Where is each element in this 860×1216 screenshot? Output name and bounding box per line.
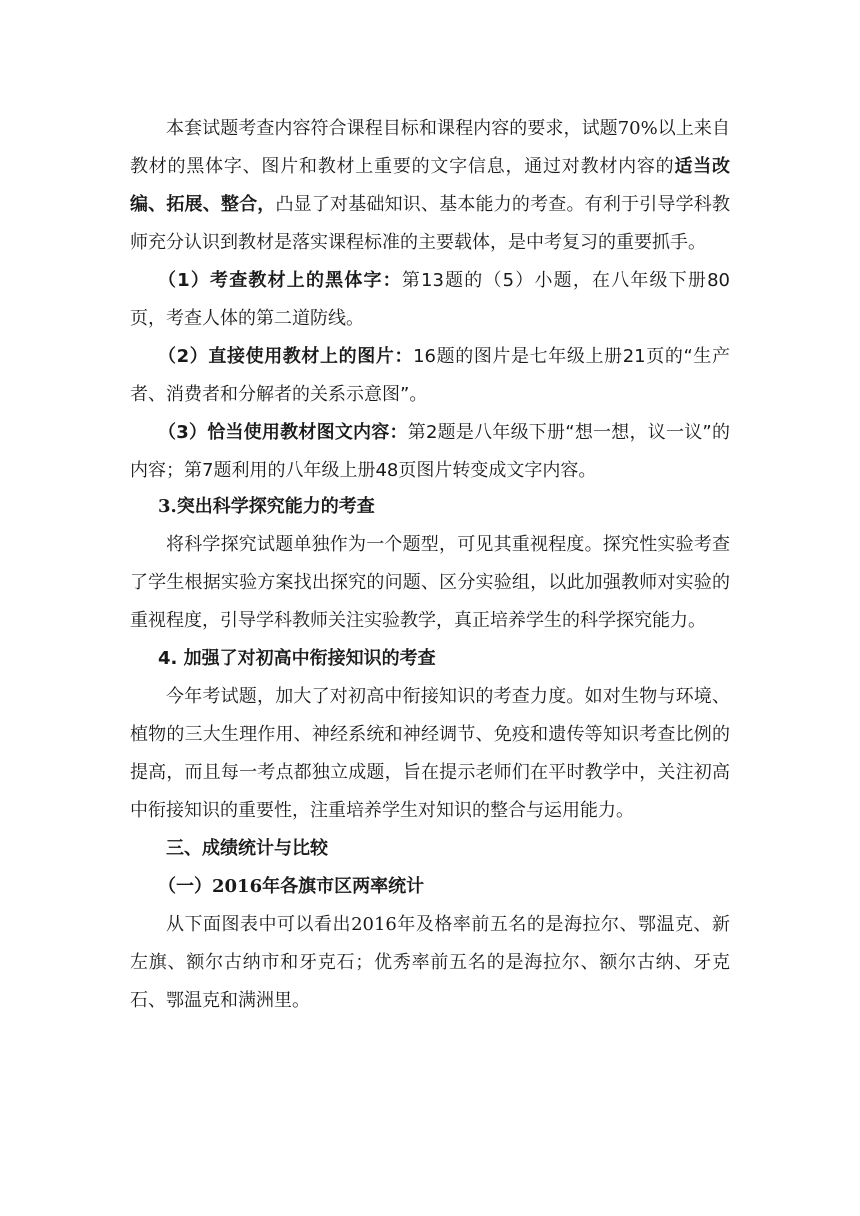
list-item-text: 16题的图片是七年级上册21页的“生产者、消费者和分解者的关系示意图”。 xyxy=(130,346,730,405)
paragraph-rates: 从下面图表中可以看出2016年及格率前五名的是海拉尔、鄂温克、新左旗、额尔古纳市和牙克石；优秀率前五名的是海拉尔、额尔古纳、牙克石、鄂温克和满洲里。 xyxy=(130,914,730,1011)
list-item-label: （2）直接使用教材上的图片： xyxy=(158,346,414,367)
section-heading-bridging: 4. 加强了对初高中衔接知识的考查 xyxy=(158,648,436,669)
list-item-bold-text xyxy=(130,262,730,338)
list-item-content xyxy=(130,414,730,490)
list-item-text: 第2题是八年级下册“想一想，议一议”的内容；第7题利用的八年级上册48页图片转变成文字内容。 xyxy=(130,422,730,481)
section-heading-inquiry: 3.突出科学探究能力的考查 xyxy=(158,496,375,517)
emphasis-text: 适当改编、拓展、整合， xyxy=(130,156,731,215)
paragraph-lead-text: 本套试题考查内容符合课程目标和课程内容的要求，试题70%以上来自教材的黑体字、图片和教材上重要的文字信息，通过对教材内容的 xyxy=(130,118,730,177)
paragraph-bridging: 今年考试题，加大了对初高中衔接知识的考查力度。如对生物与环境、植物的三大生理作用、神经系统和神经调节、免疫和遗传等知识考查比例的提高，而且每一考点都独立成题，旨在提示老师们在平时教学中，关注初高中衔接知识的重要性，注重培养学生对知识的整合与运用能力。 xyxy=(130,686,730,821)
section-heading-scores: 三、成绩统计与比较 xyxy=(166,838,328,859)
paragraph-tail-text: 凸显了对基础知识、基本能力的考查。有利于引导学科教师充分认识到教材是落实课程标准的主要载体，是中考复习的重要抓手。 xyxy=(130,194,730,253)
list-item-text: 第13题的（5）小题，在八年级下册80页，考查人体的第二道防线。 xyxy=(130,270,730,329)
list-item-label: （3）恰当使用教材图文内容： xyxy=(158,422,408,443)
list-item-label: （1）考查教材上的黑体字： xyxy=(158,270,402,291)
paragraph-inquiry: 将科学探究试题单独作为一个题型，可见其重视程度。探究性实验考查了学生根据实验方案找出探究的问题、区分实验组，以此加强教师对实验的重视程度，引导学科教师关注实验教学，真正培养学生的科学探究能力。 xyxy=(130,534,730,631)
paragraph-textbook-content xyxy=(130,110,730,262)
subsection-heading-rates: （一）2016年各旗市区两率统计 xyxy=(158,876,425,897)
list-item-images xyxy=(130,338,730,414)
